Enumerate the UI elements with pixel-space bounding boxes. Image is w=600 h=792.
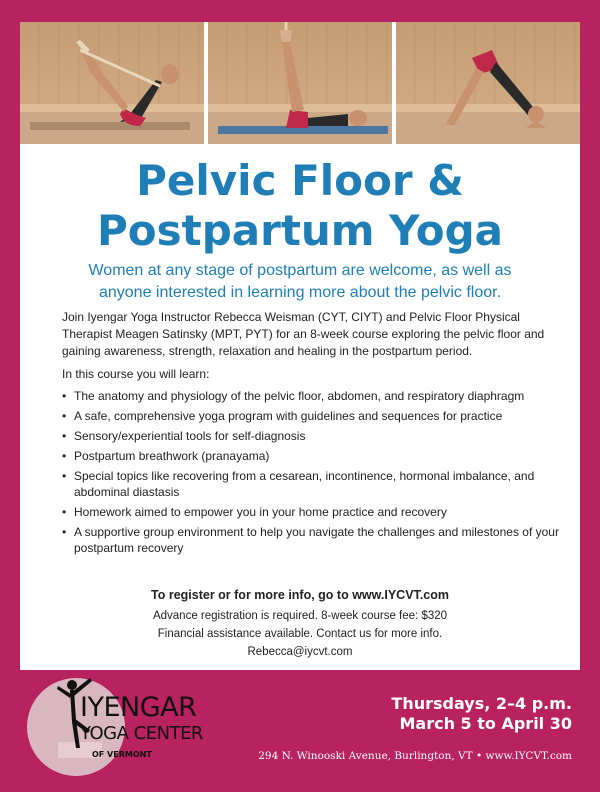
intro-paragraph: Join Iyengar Yoga Instructor Rebecca Weisman (CYT, CIYT) and Pelvic Floor Physical Therapist Meagen Satinsky (MPT, PYT) for an 8-week course exploring the pelvic floor and gaining awareness, strength, relaxation and healing in the postpartum period. [62, 310, 545, 358]
photo-downward-dog-pose [396, 22, 580, 144]
subtitle [60, 260, 540, 304]
list-item: • Homework aimed to empower you in your home practice and recovery [62, 504, 562, 520]
contact-email: Rebecca@iycvt.com [247, 646, 353, 658]
logo-text-yoga-center: YOGA CENTER [80, 723, 203, 744]
register-headline: To register or for more info, go to www.IYCVT.com [151, 588, 449, 602]
list-item: • Postpartum breathwork (pranayama) [62, 448, 562, 464]
list-item: • Special topics like recovering from a cesarean, incontinence, hormonal imbalance, and abdominal diastasis [62, 468, 562, 500]
subtitle-line-2: anyone interested in learning more about the pelvic floor. [98, 284, 502, 301]
schedule [391, 694, 572, 734]
schedule-dates: March 5 to April 30 [399, 714, 572, 733]
photo-strap-pose [20, 22, 204, 144]
learn-heading: In this course you will learn: [62, 367, 210, 381]
list-item: • A supportive group environment to help you navigate the challenges and milestones of your postpartum recovery [62, 524, 562, 556]
yoga-pose-legs-up-icon [208, 22, 392, 144]
learning-list [62, 388, 562, 560]
photo-strip [20, 22, 580, 144]
logo-text-iyengar: IYENGAR [80, 692, 197, 723]
assistance-text: Financial assistance available. Contact us for more info. [157, 628, 443, 640]
title-line-2: Postpartum Yoga [96, 206, 503, 255]
list-item: • A safe, comprehensive yoga program with guidelines and sequences for practice [62, 408, 562, 424]
title-line-1: Pelvic Floor & [136, 156, 464, 205]
list-item: • Sensory/experiential tools for self-diagnosis [62, 428, 562, 444]
fee-text: Advance registration is required. 8-week course fee: $320 [152, 610, 448, 622]
list-item: • The anatomy and physiology of the pelvic floor, abdomen, and respiratory diaphragm [62, 388, 562, 404]
photo-legs-up-pose [208, 22, 392, 144]
schedule-days: Thursdays, 2–4 p.m. [391, 694, 572, 713]
logo-text-of-vermont: OF VERMONT [92, 750, 152, 759]
page-title [20, 156, 580, 256]
yoga-pose-strap-icon [20, 22, 204, 144]
yoga-pose-downward-dog-icon [396, 22, 580, 144]
flyer-page [20, 22, 580, 670]
address-line: 294 N. Winooski Avenue, Burlington, VT • www.IYCVT.com [258, 750, 572, 762]
subtitle-line-1: Women at any stage of postpartum are welcome, as well as [88, 262, 512, 279]
